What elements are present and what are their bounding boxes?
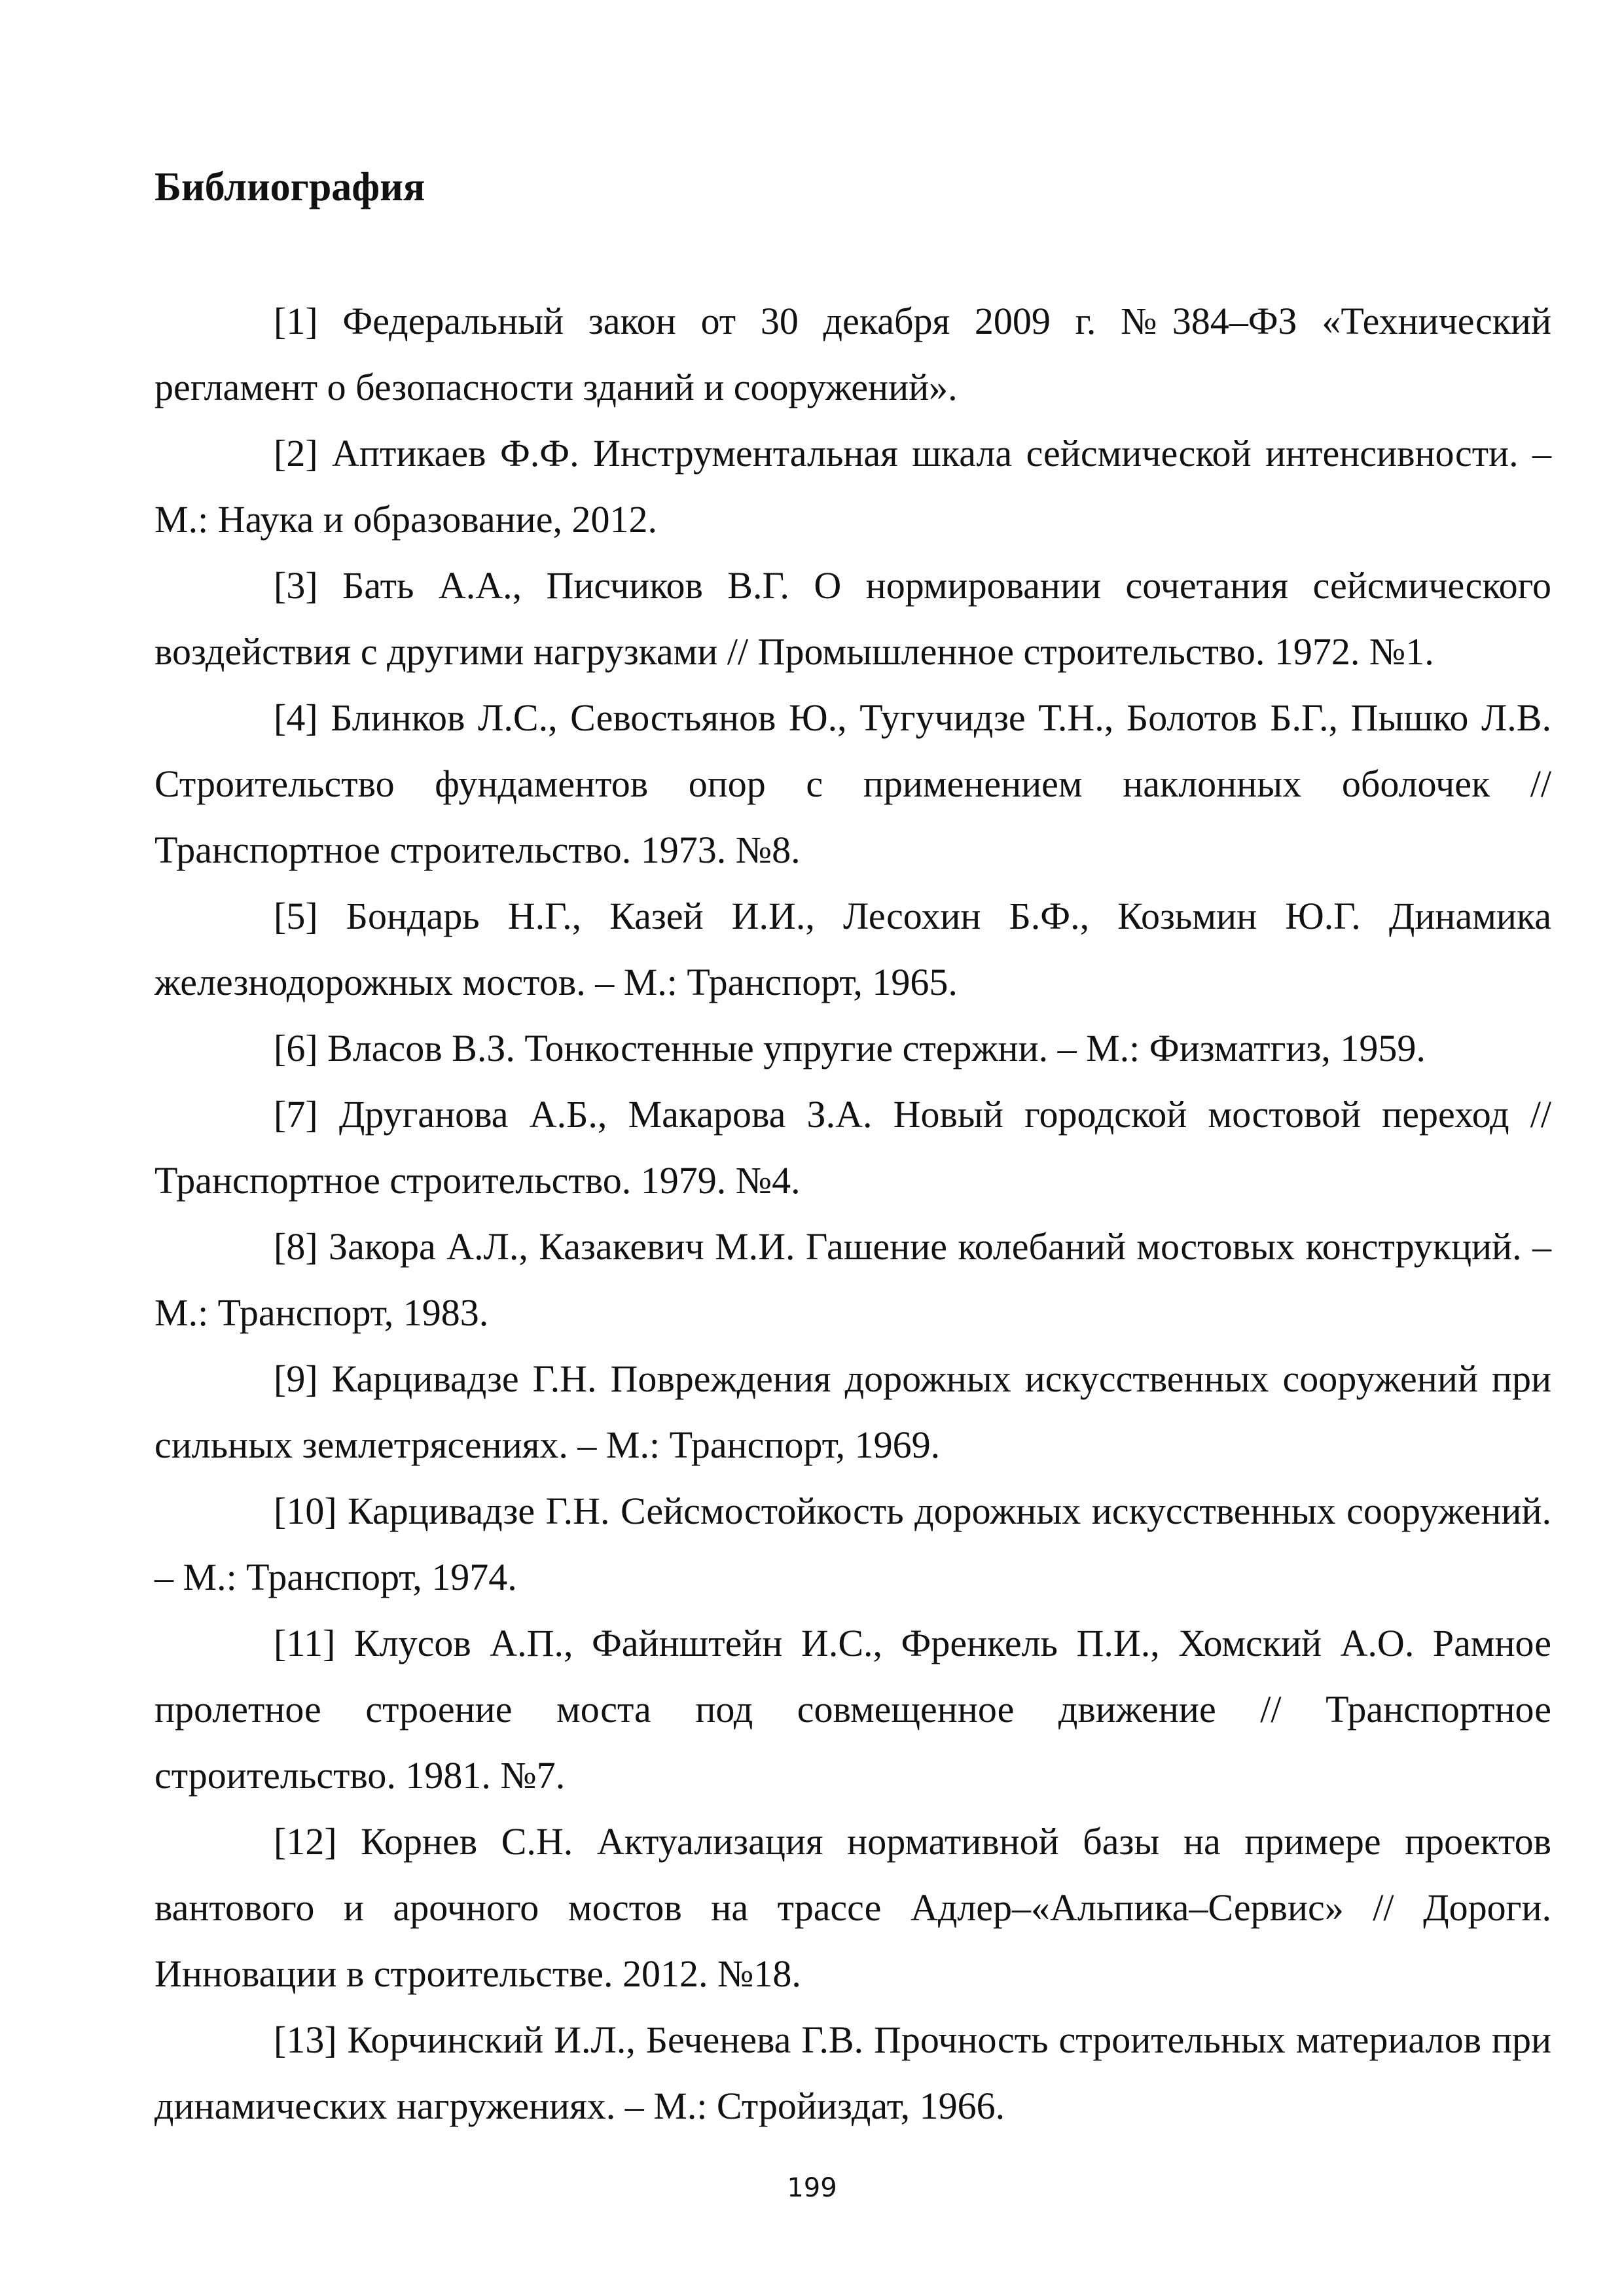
bibliography-entry: [6] Власов В.З. Тонкостенные упругие стержни. – М.: Физматгиз, 1959. — [274, 1027, 1426, 1069]
bibliography-entry: [12] Корнев С.Н. Актуализация нормативной базы на примере проектов вантового и арочного мостов на трассе Адлер–«Альпика–Сервис» // Дороги. Инновации в строительстве. 2012. №18. — [154, 1820, 1551, 1995]
bibliography-entry: [5] Бондарь Н.Г., Казей И.И., Лесохин Б.Ф., Козьмин Ю.Г. Динамика железнодорожных мостов. – М.: Транспорт, 1965. — [154, 895, 1551, 1003]
page-number: 199 — [787, 2173, 837, 2203]
bibliography-entry: [8] Закора А.Л., Казакевич М.И. Гашение колебаний мостовых конструкций. – М.: Транспорт, 1983. — [154, 1225, 1551, 1334]
bibliography-entry: [1] Федеральный закон от 30 декабря 2009 г. №384–ФЗ «Технический регламент о безопасности зданий и сооружений». — [154, 300, 1551, 408]
bibliography-entry: [10] Карцивадзе Г.Н. Сейсмостойкость дорожных искусственных сооружений. – М.: Транспорт, 1974. — [154, 1490, 1551, 1598]
bibliography-list — [154, 288, 1551, 2139]
bibliography-entry: [3] Бать А.А., Писчиков В.Г. О нормировании сочетания сейсмического воздействия с другими нагрузками // Промышленное строительство. 1972. №1. — [154, 564, 1551, 673]
bibliography-entry: [9] Карцивадзе Г.Н. Повреждения дорожных искусственных сооружений при сильных землетрясениях. – М.: Транспорт, 1969. — [154, 1357, 1551, 1466]
bibliography-entry: [7] Друганова А.Б., Макарова З.А. Новый городской мостовой переход // Транспортное строительство. 1979. №4. — [154, 1093, 1551, 1202]
bibliography-entry: [4] Блинков Л.С., Севостьянов Ю., Тугучидзе Т.Н., Болотов Б.Г., Пышко Л.В. Строительство фундаментов опор с применением наклонных оболочек // Транспортное строительство. 1973. №8. — [154, 696, 1551, 871]
bibliography-entry: [2] Аптикаев Ф.Ф. Инструментальная шкала сейсмической интенсивности. – М.: Наука и образование, 2012. — [154, 432, 1551, 541]
page-title: Библиография — [154, 165, 425, 209]
bibliography-entry: [11] Клусов А.П., Файнштейн И.С., Френкель П.И., Хомский А.О. Рамное пролетное строение моста под совмещенное движение // Транспортное строительство. 1981. №7. — [154, 1622, 1551, 1797]
bibliography-entry: [13] Корчинский И.Л., Беченева Г.В. Прочность строительных материалов при динамических нагружениях. – М.: Стройиздат, 1966. — [154, 2018, 1551, 2127]
